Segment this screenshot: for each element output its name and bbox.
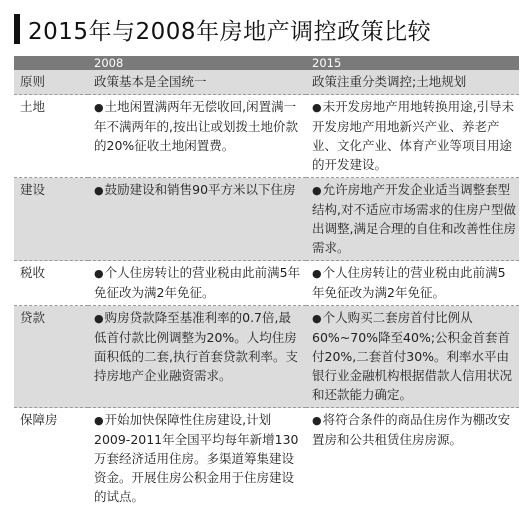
cell-2008 — [88, 261, 306, 306]
cell-text: 允许房地产开发企业适当调整套型结构,对不适应市场需求的住房户型做出调整,满足合理的自住和改善性住房需求。 — [312, 182, 516, 255]
cell-2015 — [306, 70, 519, 95]
comparison-table — [14, 56, 519, 509]
cell-2015 — [306, 178, 519, 261]
table-row — [14, 306, 519, 408]
header-2015: 2015 — [306, 56, 519, 70]
row-category: 保障房 — [14, 408, 88, 510]
page-title: 2015年与2008年房地产调控政策比较 — [28, 18, 432, 45]
cell-2015 — [306, 408, 519, 510]
bullet-icon: ● — [312, 101, 322, 114]
cell-text: 未开发房地产用地转换用途,引导未开发房地产用地新兴产业、养老产业、文化产业、体育产业等项目用途的开发建设。 — [312, 99, 515, 172]
cell-text: 个人住房转让的营业税由此前满5年免征改为满2年免征。 — [94, 265, 301, 300]
cell-2008 — [88, 408, 306, 510]
table-row — [14, 70, 519, 95]
title-bar — [14, 12, 514, 46]
cell-text: 政策注重分类调控;土地规划 — [312, 74, 467, 89]
row-category: 土地 — [14, 95, 88, 178]
title-marker — [14, 14, 20, 44]
bullet-icon: ● — [94, 414, 104, 427]
cell-text: 个人购买二套房首付比例从60%~70%降至40%;公积金首套首付20%,二套首付30%。利率水平由银行业金融机构根据借款人信用状况和还款能力确定。 — [312, 310, 513, 402]
bullet-icon: ● — [94, 312, 104, 325]
bullet-icon: ● — [312, 267, 322, 280]
cell-text: 开始加快保障性住房建设,计划2009-2011年全国平均每年新增130万套经济适用住房。多渠道筹集建设资金。开展住房公积金用于住房建设的试点。 — [94, 412, 299, 504]
cell-2008 — [88, 95, 306, 178]
row-category: 税收 — [14, 261, 88, 306]
cell-2008 — [88, 306, 306, 408]
header-category — [14, 56, 88, 70]
bullet-icon: ● — [312, 312, 322, 325]
row-category: 建设 — [14, 178, 88, 261]
bullet-icon: ● — [312, 414, 322, 427]
table-row — [14, 261, 519, 306]
table-header-row — [14, 56, 519, 70]
bullet-icon: ● — [312, 184, 322, 197]
cell-2008 — [88, 70, 306, 95]
cell-text: 鼓励建设和销售90平方米以下住房 — [104, 182, 296, 197]
cell-2008 — [88, 178, 306, 261]
bullet-icon: ● — [94, 101, 104, 114]
bullet-icon: ● — [94, 267, 104, 280]
table-row — [14, 95, 519, 178]
cell-text: 个人住房转让的营业税由此前满5年免征改为满2年免征。 — [312, 265, 506, 300]
cell-text: 购房贷款降至基准利率的0.7倍,最低首付款比例调整为20%。人均住房面积低的二套,执行首套贷款利率。支持房地产企业融资需求。 — [94, 310, 298, 383]
cell-2015 — [306, 261, 519, 306]
cell-text: 将符合条件的商品住房作为棚改安置房和公共租赁住房房源。 — [312, 412, 511, 447]
header-2008: 2008 — [88, 56, 306, 70]
cell-2015 — [306, 306, 519, 408]
cell-2015 — [306, 95, 519, 178]
bullet-icon: ● — [94, 184, 104, 197]
table-row — [14, 178, 519, 261]
table-row — [14, 408, 519, 510]
cell-text: 土地闲置满两年无偿收回,闲置满一年不满两年的,按出让或划拨土地价款的20%征收土地闲置费。 — [94, 99, 298, 153]
row-category: 原则 — [14, 70, 88, 95]
row-category: 贷款 — [14, 306, 88, 408]
cell-text: 政策基本是全国统一 — [94, 74, 207, 89]
